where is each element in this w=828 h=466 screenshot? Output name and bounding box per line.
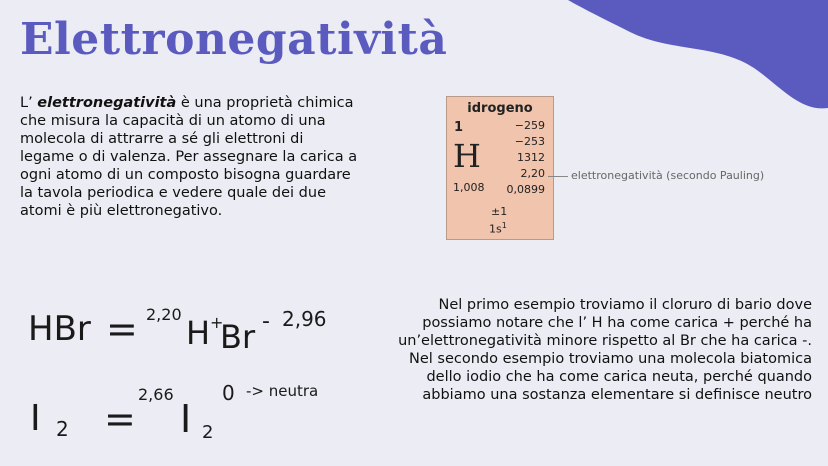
- eq2-left: I: [30, 398, 41, 439]
- eq1-sup-left: 2,20: [146, 305, 182, 324]
- melting-point-value: −253: [514, 135, 545, 148]
- element-card-hydrogen: [446, 96, 554, 240]
- element-name: idrogeno: [467, 101, 533, 116]
- handwritten-equations: [20, 290, 390, 450]
- eq1-left: HBr: [28, 309, 91, 349]
- element-symbol: H: [453, 137, 481, 175]
- eq2-sup-left: 2,66: [138, 385, 174, 404]
- electronegativity-annotation: elettronegatività (secondo Pauling): [571, 169, 765, 182]
- eq2-note: -> neutra: [246, 382, 319, 400]
- intro-term: elettronegatività: [37, 95, 177, 111]
- eq1-minus: -: [262, 309, 270, 334]
- annotation-pointer-line: [548, 176, 568, 177]
- eq1-equals: =: [106, 307, 138, 351]
- eq1-br: Br: [220, 318, 256, 356]
- boiling-point-value: −259: [514, 119, 545, 132]
- intro-prefix: L’: [20, 95, 38, 111]
- atomic-number: 1: [454, 120, 464, 135]
- eq2-sub-right: 2: [202, 422, 214, 443]
- page-title: Elettronegatività: [20, 14, 448, 65]
- atomic-mass: 1,008: [453, 181, 485, 194]
- eq2-sub-left: 2: [56, 417, 69, 441]
- intro-paragraph: [20, 94, 360, 220]
- eq2-i: I: [180, 397, 192, 441]
- configuration-exponent: 1: [501, 221, 507, 230]
- explanation-second-example: Nel secondo esempio troviamo una molecola biatomica dello iodio che ha come carica neuta, perché quando abbiamo una sostanza elementare si definisce neutro: [408, 351, 812, 403]
- configuration-base: 1s: [489, 222, 502, 236]
- eq1-h: H: [186, 314, 211, 352]
- explanation-first-example: Nel primo esempio troviamo il cloruro di bario dove possiamo notare che l’ H ha come carica + perché ha un’elettronegatività minore rispetto al Br che ha carica -.: [398, 297, 812, 349]
- eq1-plus: +: [210, 313, 224, 332]
- eq1-sup-right: 2,96: [282, 307, 327, 331]
- eq2-zero: 0: [222, 381, 235, 405]
- explanation-text: [380, 296, 812, 404]
- electron-configuration: [489, 221, 507, 236]
- eq2-equals: =: [104, 397, 136, 441]
- decorative-blob: [568, 0, 828, 110]
- density-value: 0,0899: [506, 183, 545, 196]
- intro-text: è una proprietà chimica che misura la capacità di un atomo di una molecola di attrarre a sé gli elettroni di legame o di valenza. Per assegnare la carica a ogni atomo di un composto bisogna guardare la tavola periodica e vedere quale dei due atomi è più elettronegativo.: [20, 95, 358, 219]
- oxidation-state: ±1: [491, 205, 508, 218]
- ionization-energy-value: 1312: [517, 151, 545, 164]
- electronegativity-value: 2,20: [520, 167, 545, 180]
